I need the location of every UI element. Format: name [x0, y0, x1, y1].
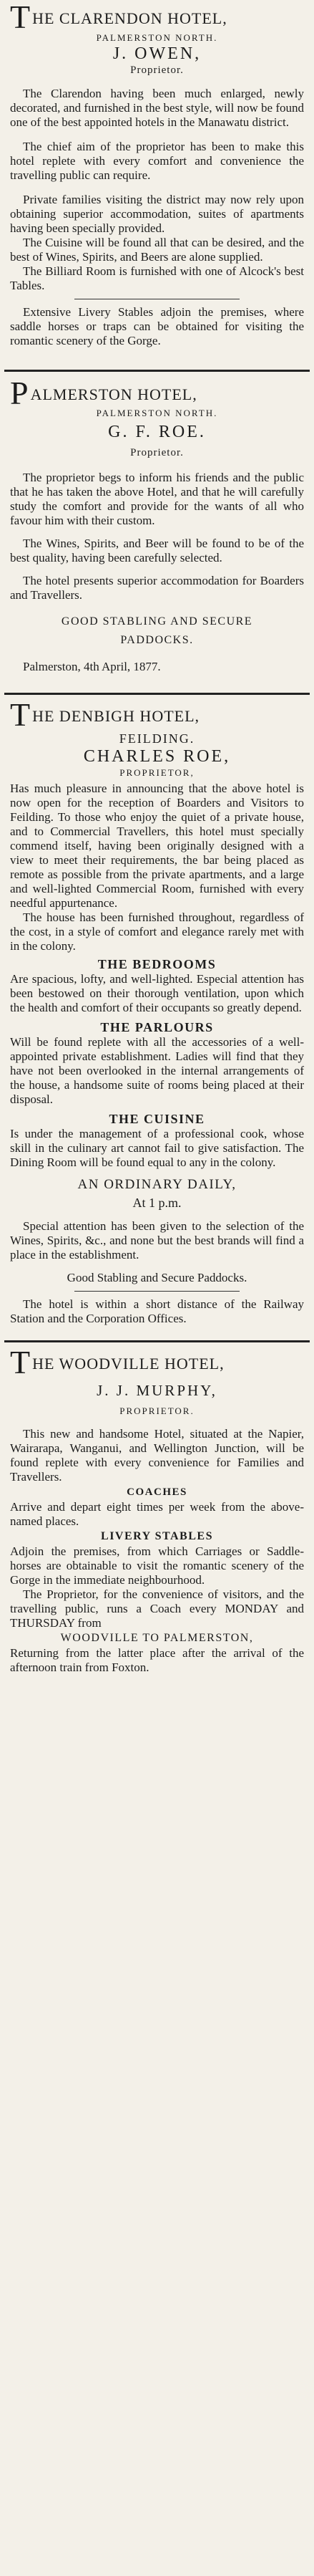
- ad-paragraph: This new and handsome Hotel, situated at the Napier, Wairarapa, Wanganui, and Wellington Junction, will be found replete with every convenience for Families and Travellers.: [10, 1426, 304, 1484]
- palmerston-hotel-advertisement: [0, 372, 314, 693]
- divider: [74, 1291, 240, 1292]
- title-text: HE DENBIGH HOTEL,: [32, 707, 200, 726]
- ad-paragraph: Arrive and depart eight times per week from the above-named places.: [10, 1499, 304, 1528]
- ad-paragraph: Is under the management of a professional cook, whose skill in the culinary art cannot fail to give satisfaction. The Dining Room will be found equal to any in the colony.: [10, 1126, 304, 1169]
- ad-paragraph: Extensive Livery Stables adjoin the premises, where saddle horses or traps can be obtained for visiting the romantic scenery of the Gorge.: [10, 304, 304, 347]
- proprietor-name: J. OWEN,: [112, 44, 202, 63]
- section-heading: LIVERY STABLES: [101, 1529, 213, 1542]
- ad-paragraph: Has much pleasure in announcing that the above hotel is now open for the reception of Boarders and Visitors to Feilding. To those who enjoy the quiet of a private house, and to Commercial Travellers, this hotel must specially commend itself, having been originally designed with a view to meet their requirements, the bar being placed as remote as possible from the private apartments, and a large and well-lighted Commercial Room, furnished with every needful appurtenance.: [10, 781, 304, 910]
- section-heading: THE CUISINE: [109, 1111, 205, 1126]
- ad-paragraph: The Clarendon having been much enlarged, newly decorated, and furnished in the best style, will now be found one of the best appointed hotels in the Manawatu district.: [10, 86, 304, 129]
- ad-place: PALMERSTON NORTH.: [96, 408, 218, 419]
- ad-paragraph: Are spacious, lofty, and well-lighted. Especial attention has been bestowed on their thorough ventilation, upon which the health and comfort of their occupants so greatly depend.: [10, 971, 304, 1014]
- proprietor-role: Proprietor.: [130, 64, 184, 76]
- stabling-notice: Good Stabling and Secure Paddocks.: [67, 1270, 247, 1284]
- stabling-notice: GOOD STABLING AND SECURE PADDOCKS.: [61, 615, 253, 647]
- section-heading: THE BEDROOMS: [97, 956, 217, 971]
- clarendon-hotel-advertisement: [0, 0, 314, 370]
- proprietor-role: PROPRIETOR,: [119, 766, 195, 778]
- ad-paragraph: The Proprietor, for the convenience of visitors, and the travelling public, runs a Coach every MONDAY and THURSDAY from: [10, 1587, 304, 1630]
- proprietor-name: G. F. ROE.: [108, 423, 206, 442]
- proprietor-name: CHARLES ROE,: [83, 746, 231, 766]
- ad-paragraph: Private families visiting the district may now rely upon obtaining superior accommodation, suites of apartments having been specially provided.: [10, 192, 304, 235]
- ad-paragraph: Special attention has been given to the selection of the Wines, Spirits, &c., and none but the best brands will find a place in the establishment.: [10, 1219, 304, 1261]
- ad-paragraph: The proprietor begs to inform his friends and the public that he has taken the above Hotel, and that he will carefully study the comfort and provide for the wants of all who favour him with their custom.: [10, 471, 304, 528]
- ad-paragraph: Adjoin the premises, from which Carriages or Saddle-horses are obtainable to visit the romantic scenery of the Gorge in the immediate neighbourhood.: [10, 1544, 304, 1587]
- ad-paragraph: Will be found replete with all the accessories of a well-appointed private establishment. Ladies will find that they have not been overlooked in the internal arrangements of the house, a handsome suite of rooms being placed at their disposal.: [10, 1034, 304, 1106]
- proprietor-name: J. J. MURPHY,: [97, 1381, 217, 1399]
- title-text: ALMERSTON HOTEL,: [30, 385, 197, 403]
- ad-title: [10, 374, 304, 411]
- ad-title: [10, 696, 304, 734]
- ad-place: PALMERSTON NORTH.: [96, 32, 218, 43]
- ad-paragraph: The hotel presents superior accommodation for Boarders and Travellers.: [10, 574, 304, 602]
- title-text: HE WOODVILLE HOTEL,: [32, 1354, 225, 1373]
- ordinary-time: At 1 p.m.: [132, 1195, 182, 1210]
- denbigh-hotel-advertisement: [0, 695, 314, 1340]
- ad-paragraph: Returning from the latter place after the arrival of the afternoon train from Foxton.: [10, 1645, 304, 1674]
- ad-place: FEILDING.: [119, 731, 195, 746]
- title-initial: P: [10, 374, 29, 411]
- title-initial: T: [10, 0, 31, 35]
- ad-paragraph: The house has been furnished throughout, regardless of the cost, in a style of comfort and elegance rarely met with in the colony.: [10, 910, 304, 953]
- proprietor-role: Proprietor.: [130, 447, 184, 459]
- title-initial: T: [10, 1343, 31, 1380]
- ad-title: [10, 0, 304, 35]
- proprietor-role: PROPRIETOR.: [119, 1405, 195, 1416]
- ad-paragraph: The chief aim of the proprietor has been to make this hotel replete with every comfort and convenience the travelling public can require.: [10, 139, 304, 182]
- section-heading: THE PARLOURS: [100, 1019, 214, 1034]
- ad-paragraph: The Cuisine will be found all that can be desired, and the best of Wines, Spirits, and Beers are alone supplied.: [10, 235, 304, 264]
- ad-date: Palmerston, 4th April, 1877.: [23, 660, 161, 674]
- route-heading: WOODVILLE TO PALMERSTON,: [60, 1631, 254, 1644]
- ad-paragraph: The hotel is within a short distance of the Railway Station and the Corporation Offices.: [10, 1297, 304, 1325]
- ad-title: [10, 1343, 304, 1380]
- ad-paragraph: The Billiard Room is furnished with one of Alcock's best Tables.: [10, 264, 304, 292]
- section-heading: COACHES: [127, 1486, 187, 1498]
- title-text: HE CLARENDON HOTEL,: [32, 9, 227, 27]
- ad-paragraph: The Wines, Spirits, and Beer will be found to be of the best quality, having been carefully selected.: [10, 537, 304, 565]
- title-initial: T: [10, 696, 31, 734]
- woodville-hotel-advertisement: [0, 1342, 314, 1675]
- section-heading: AN ORDINARY DAILY,: [77, 1176, 237, 1192]
